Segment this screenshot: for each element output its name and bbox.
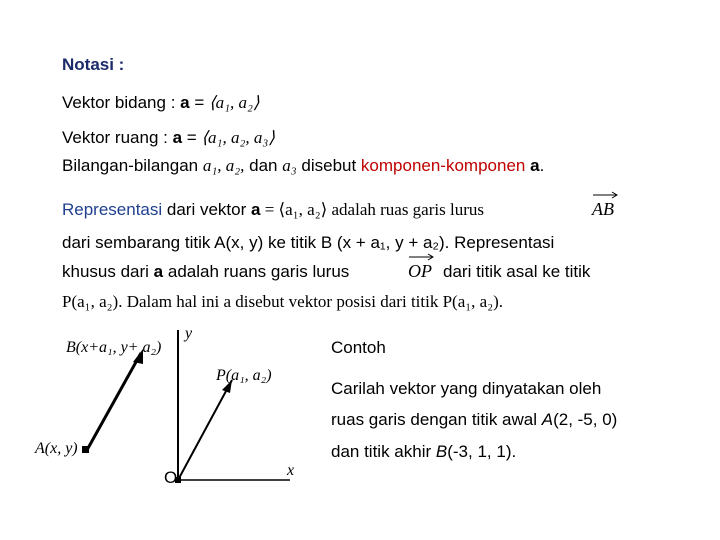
vector-ab-label: AB	[592, 199, 614, 219]
rep-text-1: dari vektor	[162, 200, 251, 219]
label-y-axis: y	[185, 325, 193, 342]
vector-a-symbol: a	[180, 93, 190, 112]
bilangan-vars: a₁, a₂,	[202, 156, 245, 175]
label-origin: O	[164, 468, 178, 487]
contoh-line-2	[331, 410, 617, 430]
line3-c: dari titik asal ke titik	[443, 262, 591, 281]
point-a-marker	[82, 446, 89, 453]
vector-a-symbol: a	[530, 156, 540, 175]
point-b-coords: (-3, 1, 1).	[447, 442, 517, 461]
vector-a-symbol: a	[172, 128, 183, 147]
bilangan-dan: dan	[244, 156, 283, 175]
line-posisi: P(a₁, a₂). Dalam hal ini a disebut vektor posisi dari titik P(a₁, a₂).	[62, 292, 504, 311]
point-a-coords: (2, -5, 0)	[553, 410, 618, 429]
point-b-name: B	[435, 442, 448, 461]
contoh-line-3	[331, 442, 516, 462]
contoh-line2-text: ruas garis dengan titik awal	[331, 410, 542, 429]
contoh-line-1: Carilah vektor yang dinyatakan oleh	[331, 379, 602, 398]
bilangan-disebut: disebut	[296, 156, 361, 175]
vektor-bidang-label: Vektor bidang :	[62, 93, 181, 112]
contoh-line3-text: dan titik akhir	[331, 442, 436, 461]
label-point-b: B(x+a₁, y+ a₂)	[66, 339, 162, 356]
vector-a-symbol: a	[153, 262, 164, 281]
bilangan-prefix: Bilangan-bilangan	[62, 156, 203, 175]
line-dari-sembarang: dari sembarang titik A(x, y) ke titik B (x + a₁, y + a₂). Representasi	[62, 233, 555, 252]
vector-ab-line	[87, 353, 141, 450]
line3-b: adalah ruans garis lurus	[163, 262, 350, 281]
rep-text-2: = ⟨a₁, a₂⟩ adalah ruas garis lurus	[260, 200, 484, 219]
vector-op-line	[178, 380, 232, 480]
vector-op-label: OP	[408, 261, 432, 281]
point-a-name: A	[541, 410, 554, 429]
label-point-p: P(a₁, a₂)	[216, 367, 272, 384]
label-point-a: A(x, y)	[35, 440, 78, 457]
equals-sign: =	[182, 128, 202, 147]
vector-a-symbol: a	[250, 200, 261, 219]
notasi-title: Notasi :	[62, 55, 125, 74]
label-x-axis: x	[287, 462, 295, 479]
equals-sign: =	[189, 93, 209, 112]
contoh-title: Contoh	[331, 338, 386, 357]
vektor-bidang-components: ⟨a₁, a₂⟩	[208, 93, 260, 112]
vektor-ruang-components: ⟨a₁, a₂, a₃⟩	[201, 128, 275, 147]
line3-a: khusus dari	[62, 262, 154, 281]
komponen-highlight: komponen-komponen	[360, 156, 526, 175]
vektor-ruang-label: Vektor ruang :	[62, 128, 173, 147]
representasi-word: Representasi	[62, 200, 163, 219]
period: .	[539, 156, 545, 175]
bilangan-a3: a₃	[282, 156, 297, 175]
